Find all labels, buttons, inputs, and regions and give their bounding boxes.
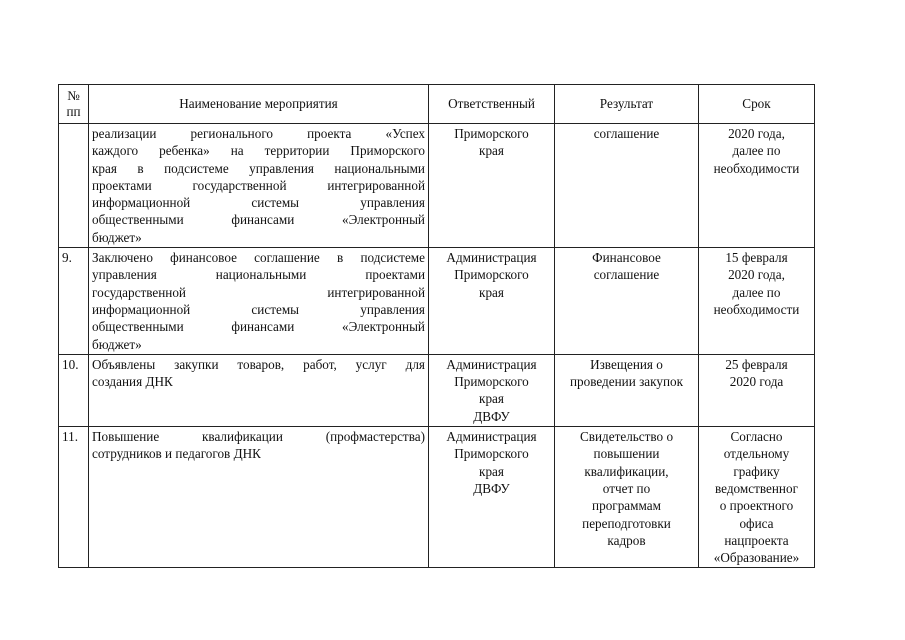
responsible-line: Приморского xyxy=(454,374,529,390)
row-number xyxy=(59,124,89,248)
deadline-line: офиса xyxy=(739,515,774,531)
deadline-line: графику xyxy=(733,463,780,479)
header-result: Результат xyxy=(555,85,699,124)
deadline-line: далее по xyxy=(732,143,781,159)
result-line: проведении закупок xyxy=(569,374,684,390)
event-name-line: общественными финансами «Электронный xyxy=(92,212,425,228)
responsible-line: края xyxy=(479,143,504,159)
deadline-line: Согласно xyxy=(730,429,783,445)
deadline-cell xyxy=(699,248,815,355)
table-row xyxy=(59,354,815,426)
row-number: 9. xyxy=(59,248,89,355)
result-line: Свидетельство о xyxy=(579,429,674,445)
responsible-cell xyxy=(429,124,555,248)
event-name-line: информационной системы управления xyxy=(92,301,425,317)
result-line: повышении xyxy=(593,446,660,462)
table-header-row xyxy=(59,85,815,124)
header-deadline: Срок xyxy=(699,85,815,124)
event-name xyxy=(89,354,429,426)
responsible-line: Администрация xyxy=(446,429,537,445)
responsible-line: Администрация xyxy=(446,356,537,372)
result-line: программам xyxy=(592,498,661,514)
deadline-line: о проектного xyxy=(719,498,794,514)
deadline-line: отдельному xyxy=(723,446,790,462)
table-body xyxy=(59,124,815,568)
responsible-line: края xyxy=(479,463,504,479)
result-line: Извещения о xyxy=(590,356,663,372)
event-name-line: Заключено финансовое соглашение в подсистеме xyxy=(92,250,425,266)
responsible-line: края xyxy=(479,284,504,300)
responsible-cell xyxy=(429,248,555,355)
deadline-line: 2020 года, xyxy=(728,267,785,283)
event-name-line: Повышение квалификации (профмастерства) xyxy=(92,429,425,445)
event-name-line: государственной интегрированной xyxy=(92,284,425,300)
result-line: соглашение xyxy=(593,126,660,141)
responsible-line: ДВФУ xyxy=(473,408,510,424)
responsible-cell xyxy=(429,427,555,568)
result-line: Финансовое xyxy=(592,250,661,266)
header-responsible: Ответственный xyxy=(429,85,555,124)
responsible-line: Приморского xyxy=(454,126,529,141)
result-line: отчет по xyxy=(602,480,651,496)
header-event-name: Наименование мероприятия xyxy=(89,85,429,124)
deadline-line: нацпроекта xyxy=(724,532,789,548)
deadline-line: 15 февраля xyxy=(725,250,788,266)
result-line: кадров xyxy=(607,532,646,548)
result-cell xyxy=(555,427,699,568)
header-number-abbr: пп xyxy=(66,104,81,119)
header-number-symbol: № xyxy=(67,88,80,103)
event-name-line: бюджет» xyxy=(92,229,142,245)
event-name-line: информационной системы управления xyxy=(92,195,425,211)
event-name xyxy=(89,124,429,248)
responsible-cell xyxy=(429,354,555,426)
result-line: квалификации, xyxy=(584,463,669,479)
result-cell xyxy=(555,248,699,355)
event-name-line: края в подсистеме управления национальными xyxy=(92,160,425,176)
event-name xyxy=(89,248,429,355)
result-line: переподготовки xyxy=(582,515,671,531)
deadline-cell xyxy=(699,427,815,568)
deadline-line: далее по xyxy=(732,284,781,300)
responsible-line: Администрация xyxy=(446,250,537,266)
events-table xyxy=(58,84,815,568)
deadline-cell xyxy=(699,354,815,426)
deadline-cell xyxy=(699,124,815,248)
header-number xyxy=(59,85,89,124)
event-name-line: проектами государственной интегрированной xyxy=(92,177,425,193)
deadline-line: необходимости xyxy=(713,160,800,176)
deadline-line: «Образование» xyxy=(713,550,800,566)
event-name-line: общественными финансами «Электронный xyxy=(92,319,425,335)
table-row xyxy=(59,427,815,568)
deadline-line: 25 февраля xyxy=(725,356,788,372)
responsible-line: Приморского xyxy=(454,267,529,283)
event-name-line: сотрудников и педагогов ДНК xyxy=(92,446,261,462)
deadline-line: 2020 года, xyxy=(728,126,785,141)
table-row xyxy=(59,124,815,248)
event-name-line: Объявлены закупки товаров, работ, услуг для xyxy=(92,356,425,372)
responsible-line: Приморского xyxy=(454,446,529,462)
result-line: соглашение xyxy=(593,267,660,283)
table-row xyxy=(59,248,815,355)
event-name-line: создания ДНК xyxy=(92,374,173,390)
row-number: 11. xyxy=(59,427,89,568)
event-name-line: каждого ребенка» на территории Приморского xyxy=(92,143,425,159)
deadline-line: 2020 года xyxy=(729,374,784,390)
event-name-line: реализации регионального проекта «Успех xyxy=(92,126,425,141)
responsible-line: края xyxy=(479,391,504,407)
deadline-line: необходимости xyxy=(713,301,800,317)
event-name-line: управления национальными проектами xyxy=(92,267,425,283)
event-name-line: бюджет» xyxy=(92,336,142,352)
deadline-line: ведомственног xyxy=(715,480,798,496)
responsible-line: ДВФУ xyxy=(473,480,510,496)
result-cell xyxy=(555,354,699,426)
row-number: 10. xyxy=(59,354,89,426)
event-name xyxy=(89,427,429,568)
result-cell xyxy=(555,124,699,248)
